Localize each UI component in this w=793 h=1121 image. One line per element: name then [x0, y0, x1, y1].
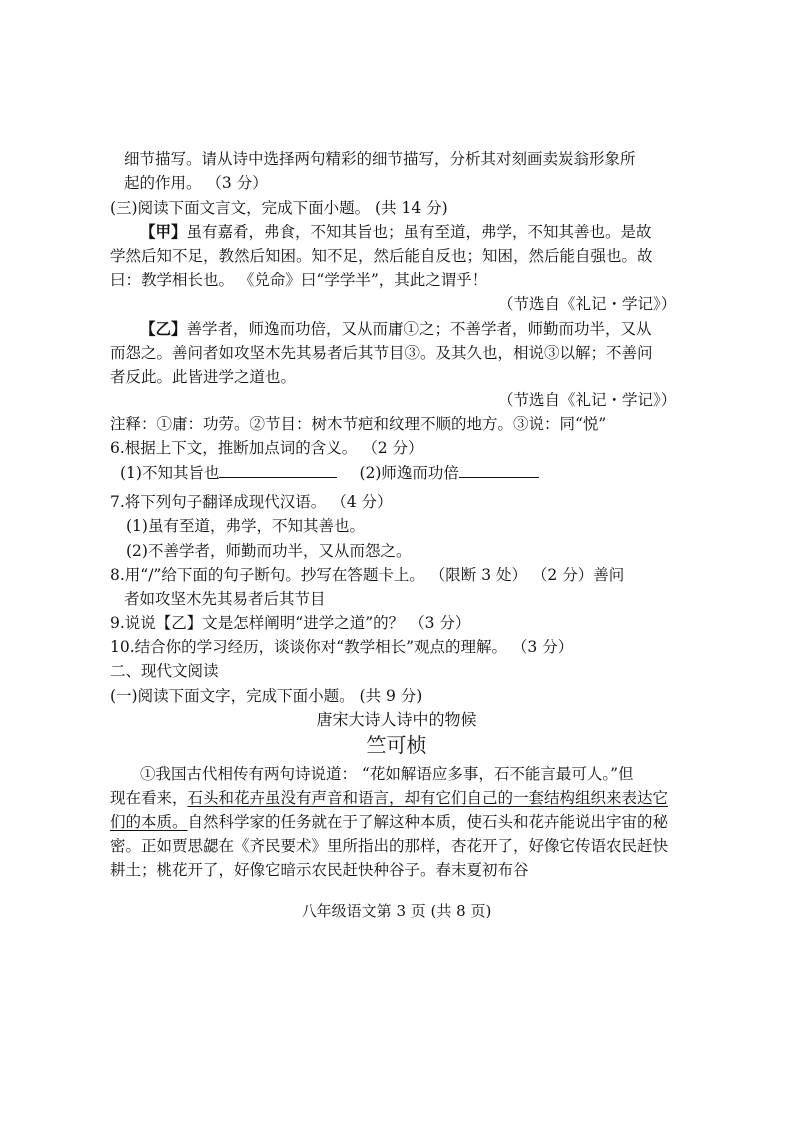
article-p1-underlined-text: 石头和花卉虽没有声音和语言，却有它们自己的一套结构组织来表达它 — [187, 789, 669, 807]
passage-jia-source: （节选自《礼记・学记》） — [498, 295, 677, 313]
section3-heading: (三)阅读下面文言文，完成下面小题。 (共 14 分) — [110, 199, 448, 217]
q7-stem: 7.将下列句子翻译成现代汉语。 （4 分） — [110, 493, 393, 511]
q7-item-2: (2)不善学者，师勤而功半，又从而怨之。 — [126, 542, 412, 560]
q9-text: 9.说说【乙】文是怎样阐明“进学之道”的？ （3 分） — [110, 614, 471, 632]
q6-item-1: (1)不知其旨也 — [120, 464, 220, 482]
article-p1-line-2 — [110, 787, 668, 809]
article-p1-line-3 — [110, 811, 668, 833]
passage-jia-line-2: 学然后知不足，教然后知困。知不足，然后能自反也；知困，然后能自强也。故 — [110, 247, 653, 265]
q6-stem: 6.根据上下文，推断加点词的含义。 （2 分） — [110, 439, 424, 457]
q8-line-2: 者如攻坚木先其易者后其节目 — [124, 590, 326, 608]
q8-line-1: 8.用“/”给下面的句子断句。抄写在答题卡上。 （限断 3 处） （2 分）善问 — [110, 566, 625, 584]
passage-jia-text-1: 虽有嘉肴，弗食，不知其旨也；虽有至道，弗学，不知其善也。是故 — [186, 223, 652, 241]
article-title: 唐宋大诗人诗中的物候 — [316, 710, 477, 729]
q6-answer-blank-2[interactable] — [459, 461, 539, 478]
article-p1-line-1: ①我国古代相传有两句诗说道： “花如解语应多事，石不能言最可人。”但 — [140, 765, 634, 783]
passage-yi-text-1: 善学者，师逸而功倍，又从而庸①之；不善学者，师勤而功半，又从 — [186, 320, 652, 338]
passage-jia-tag: 【甲】 — [140, 222, 187, 241]
article-p1-line-4: 密。正如贾思勰在《齐民要术》里所指出的那样，杏花开了，好像它传语农民赶快 — [110, 837, 669, 855]
q5-line-1: 细节描写。请从诗中选择两句精彩的细节描写，分析其对刻画卖炭翁形象所 — [124, 150, 636, 168]
passage-yi-line-3: 者反此。此皆进学之道也。 — [110, 368, 297, 386]
q7-item-1: (1)虽有至道，弗学，不知其善也。 — [126, 517, 365, 535]
part2-heading: 二、现代文阅读 — [110, 662, 219, 680]
page-footer: 八年级语文第 3 页 (共 8 页) — [301, 902, 492, 920]
article-author: 竺可桢 — [366, 733, 427, 757]
article-p1-text-cont: 自然科学家的任务就在于了解这种本质，使石头和花卉能说出宇宙的秘 — [187, 813, 669, 831]
q10-text: 10.结合你的学习经历，谈谈你对“教学相长”观点的理解。 （3 分） — [110, 638, 574, 656]
article-p1-line-5: 耕土；桃花开了，好像它暗示农民赶快种谷子。春末夏初布谷 — [110, 861, 529, 879]
article-p1-text-plain: 现在看来， — [110, 789, 188, 807]
passage-jia-line-1 — [140, 221, 652, 243]
passage-yi-tag: 【乙】 — [140, 319, 187, 338]
q6-items — [120, 461, 539, 484]
q5-line-2: 起的作用。 （3 分） — [124, 174, 268, 192]
q6-item-2: (2)师逸而功倍 — [359, 464, 459, 482]
article-p1-underlined-end: 们的本质。 — [110, 813, 188, 831]
passage-yi-line-1 — [140, 318, 652, 340]
passage-yi-source: （节选自《礼记・学记》） — [498, 391, 677, 409]
annotation-note: 注释：①庸：功劳。②节目：树木节疤和纹理不顺的地方。③说：同“悦” — [110, 415, 607, 433]
part2-sub-heading: (一)阅读下面文字，完成下面小题。 (共 9 分) — [110, 687, 423, 705]
q6-answer-blank-1[interactable] — [219, 461, 337, 478]
passage-jia-line-3: 曰：教学相长也。 《兑命》曰“学学半”，其此之谓乎！ — [110, 271, 488, 289]
passage-yi-line-2: 而怨之。善问者如攻坚木先其易者后其节目③。及其久也，相说③以解；不善问 — [110, 344, 653, 362]
